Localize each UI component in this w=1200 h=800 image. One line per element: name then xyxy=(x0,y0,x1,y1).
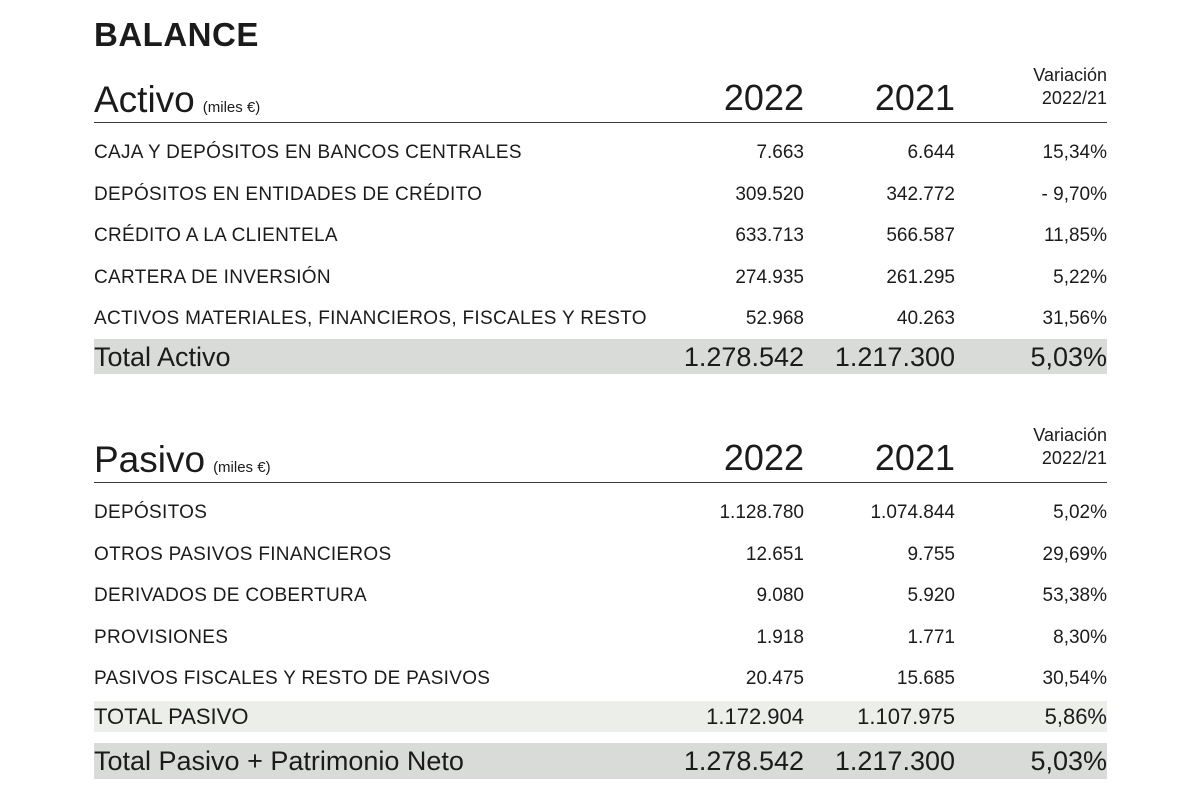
value-2021: 9.755 xyxy=(907,543,955,565)
row-label: CAJA Y DEPÓSITOS EN BANCOS CENTRALES xyxy=(94,142,522,163)
pasivo-variation-header xyxy=(1033,424,1107,470)
value-2021: 1.074.844 xyxy=(870,502,955,523)
value-2021: 40.263 xyxy=(896,308,955,329)
row-label: DEPÓSITOS xyxy=(94,502,208,523)
value-variation: 15,34% xyxy=(1042,142,1107,163)
value-variation: 29,69% xyxy=(1042,543,1107,565)
total-activo-row xyxy=(94,339,1107,374)
row-label: OTROS PASIVOS FINANCIEROS xyxy=(94,543,392,565)
grand-total-variation: 5,03% xyxy=(1030,745,1107,776)
page-title: BALANCE xyxy=(94,16,259,53)
value-2022: 12.651 xyxy=(745,543,804,565)
value-2022: 9.080 xyxy=(756,585,804,606)
pasivo-year-previous: 2021 xyxy=(874,437,955,478)
value-2022: 20.475 xyxy=(745,668,804,689)
total-variation: 5,03% xyxy=(1030,341,1107,372)
subtotal-2022: 1.172.904 xyxy=(706,703,804,729)
row-label: CARTERA DE INVERSIÓN xyxy=(94,266,331,288)
pasivo-rows xyxy=(94,483,1107,699)
activo-variation-label: Variación xyxy=(1033,65,1107,85)
value-variation: 31,56% xyxy=(1042,308,1107,329)
table-row xyxy=(94,574,1107,616)
value-2022: 52.968 xyxy=(745,308,804,329)
value-2021: 5.920 xyxy=(907,585,955,606)
value-2022: 7.663 xyxy=(756,142,804,163)
grand-total-2021: 1.217.300 xyxy=(834,745,955,776)
activo-unit: (miles €) xyxy=(202,99,261,116)
activo-year-previous: 2021 xyxy=(874,77,955,118)
value-variation: 11,85% xyxy=(1043,225,1107,246)
value-2022: 1.128.780 xyxy=(719,502,804,523)
table-row xyxy=(94,131,1107,173)
value-2021: 566.587 xyxy=(886,225,955,246)
total-2022: 1.278.542 xyxy=(683,341,804,372)
total-pasivo-row xyxy=(94,701,1107,732)
activo-rows xyxy=(94,123,1107,339)
activo-variation-period: 2022/21 xyxy=(1041,88,1107,108)
table-row xyxy=(94,657,1107,699)
grand-total-2022: 1.278.542 xyxy=(683,745,804,776)
activo-variation-header xyxy=(1033,64,1107,110)
value-2022: 309.520 xyxy=(735,183,804,205)
subtotal-label: TOTAL PASIVO xyxy=(94,703,249,729)
pasivo-variation-label: Variación xyxy=(1033,425,1107,445)
value-variation: 5,22% xyxy=(1053,266,1107,288)
grand-total-label: Total Pasivo + Patrimonio Neto xyxy=(94,745,464,776)
value-variation: 5,02% xyxy=(1053,502,1107,523)
table-row xyxy=(94,214,1107,256)
table-row xyxy=(94,533,1107,575)
pasivo-unit: (miles €) xyxy=(213,459,271,476)
pasivo-title: Pasivo xyxy=(94,439,206,480)
value-2022: 274.935 xyxy=(735,266,804,288)
value-variation: 30,54% xyxy=(1042,668,1107,689)
row-label: DEPÓSITOS EN ENTIDADES DE CRÉDITO xyxy=(94,183,483,205)
table-row xyxy=(94,173,1107,215)
value-variation: 8,30% xyxy=(1053,626,1107,648)
row-label: PROVISIONES xyxy=(94,626,229,648)
table-row xyxy=(94,616,1107,658)
pasivo-heading xyxy=(94,441,271,478)
activo-header xyxy=(94,66,1107,123)
row-label: ACTIVOS MATERIALES, FINANCIEROS, FISCALES Y RESTO xyxy=(94,308,647,329)
table-row xyxy=(94,297,1107,339)
value-2021: 261.295 xyxy=(886,266,955,288)
subtotal-2021: 1.107.975 xyxy=(857,703,955,729)
value-2021: 6.644 xyxy=(907,142,955,163)
subtotal-variation: 5,86% xyxy=(1044,703,1107,729)
row-label: DERIVADOS DE COBERTURA xyxy=(94,585,367,606)
pasivo-variation-period: 2022/21 xyxy=(1041,448,1107,468)
total-pasivo-patrimonio-row xyxy=(94,743,1107,779)
row-label: CRÉDITO A LA CLIENTELA xyxy=(94,225,338,246)
activo-heading xyxy=(94,81,260,118)
value-2021: 342.772 xyxy=(886,183,955,205)
activo-title: Activo xyxy=(94,79,195,120)
activo-year-current: 2022 xyxy=(723,77,804,118)
value-2021: 15.685 xyxy=(896,668,955,689)
total-2021: 1.217.300 xyxy=(834,341,955,372)
pasivo-section xyxy=(94,426,1107,779)
table-row xyxy=(94,491,1107,533)
total-label: Total Activo xyxy=(94,341,231,372)
pasivo-header xyxy=(94,426,1107,483)
value-2022: 633.713 xyxy=(735,225,804,246)
value-2021: 1.771 xyxy=(907,626,955,648)
pasivo-year-current: 2022 xyxy=(723,437,804,478)
value-variation: 53,38% xyxy=(1042,585,1107,606)
table-row xyxy=(94,256,1107,298)
value-2022: 1.918 xyxy=(756,626,804,648)
activo-section xyxy=(94,66,1107,374)
row-label: PASIVOS FISCALES Y RESTO DE PASIVOS xyxy=(94,668,491,689)
value-variation: - 9,70% xyxy=(1041,183,1107,205)
